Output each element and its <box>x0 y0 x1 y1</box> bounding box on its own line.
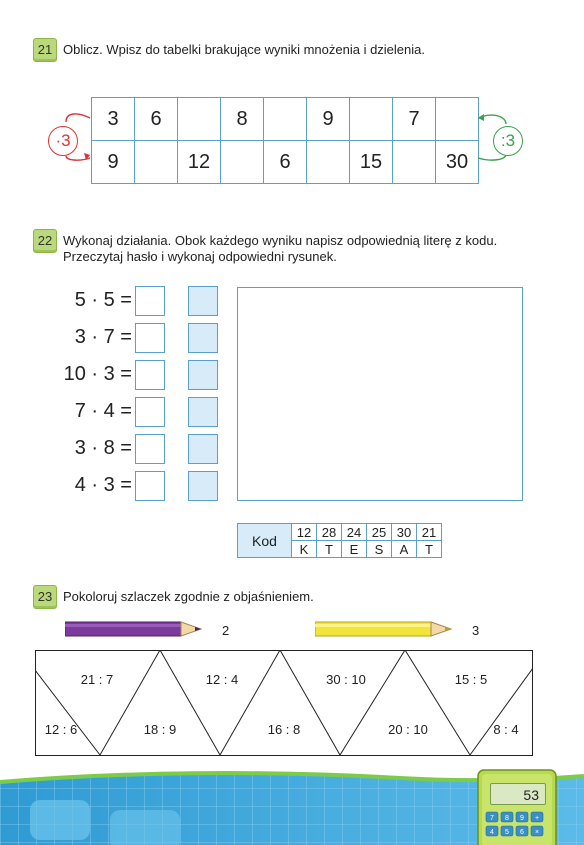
code-number: 12 <box>292 524 317 541</box>
yellow-legend-value: 3 <box>472 623 480 638</box>
pattern-label: 30 : 10 <box>326 672 366 687</box>
equation: 5 · 5 = <box>74 289 132 311</box>
code-letter: K <box>292 541 317 558</box>
color-pattern[interactable] <box>35 650 533 756</box>
code-number: 28 <box>317 524 342 541</box>
equation: 10 · 3 = <box>63 363 132 385</box>
pattern-label: 21 : 7 <box>80 672 114 687</box>
equation: 7 · 4 = <box>74 400 132 422</box>
task-22-instruction-line1: Wykonaj działania. Obok każdego wyniku napisz odpowiednią literę z kodu. <box>63 233 498 248</box>
pattern-label: 15 : 5 <box>454 672 488 687</box>
calculator-display: 53 <box>490 783 546 805</box>
purple-legend-value: 2 <box>222 623 230 638</box>
calculator-icon <box>476 768 560 845</box>
code-letter: T <box>417 541 442 558</box>
yellow-pencil-icon <box>315 620 461 638</box>
divide-operator: :3 <box>493 126 523 156</box>
code-letter: S <box>367 541 392 558</box>
task-21-number: 21 <box>33 38 57 62</box>
equation: 4 · 3 = <box>74 474 132 496</box>
table-cell[interactable]: 12 <box>178 141 221 184</box>
code-number: 24 <box>342 524 367 541</box>
task-23-instruction: Pokoloruj szlaczek zgodnie z objaśnieniem. <box>63 589 314 604</box>
pattern-label: 16 : 8 <box>267 722 301 737</box>
task-21-instruction: Oblicz. Wpisz do tabelki brakujące wyniki mnożenia i dzielenia. <box>63 42 425 57</box>
calc-key: 9 <box>520 815 524 822</box>
table-cell[interactable]: 3 <box>92 98 135 141</box>
pattern-label: 20 : 10 <box>388 722 428 737</box>
answer-box[interactable] <box>135 360 165 390</box>
operator-arrows <box>0 0 584 200</box>
letter-box[interactable] <box>188 360 218 390</box>
multiply-operator: ·3 <box>48 126 78 156</box>
calc-key: 7 <box>490 815 494 822</box>
answer-box[interactable] <box>135 323 165 353</box>
calc-key: 8 <box>505 815 509 822</box>
table-cell[interactable]: 6 <box>264 141 307 184</box>
table-cell[interactable]: 7 <box>393 98 436 141</box>
table-cell[interactable]: 9 <box>307 98 350 141</box>
pattern-label: 12 : 6 <box>44 722 78 737</box>
code-number: 30 <box>392 524 417 541</box>
calc-key: 5 <box>505 829 509 836</box>
pattern-label: 8 : 4 <box>493 722 519 737</box>
equation: 3 · 8 = <box>74 437 132 459</box>
calc-key: × <box>534 829 540 836</box>
letter-box[interactable] <box>188 471 218 501</box>
letter-box[interactable] <box>188 434 218 464</box>
table-cell[interactable]: 9 <box>92 141 135 184</box>
calc-key: + <box>534 815 540 822</box>
answer-box[interactable] <box>135 286 165 316</box>
code-letter: T <box>317 541 342 558</box>
letter-box[interactable] <box>188 286 218 316</box>
calc-key: 6 <box>520 829 524 836</box>
drawing-area[interactable] <box>237 287 523 501</box>
code-letter: A <box>392 541 417 558</box>
pattern-label: 12 : 4 <box>205 672 239 687</box>
table-cell[interactable]: 30 <box>436 141 479 184</box>
table-cell[interactable]: 8 <box>221 98 264 141</box>
task-22-number: 22 <box>33 229 57 253</box>
code-table <box>237 523 442 558</box>
letter-box[interactable] <box>188 323 218 353</box>
calc-key: 4 <box>490 829 494 836</box>
pattern-label: 18 : 9 <box>143 722 177 737</box>
table-cell[interactable]: 15 <box>350 141 393 184</box>
task-23-number: 23 <box>33 585 57 609</box>
letter-box[interactable] <box>188 397 218 427</box>
equation: 3 · 7 = <box>74 326 132 348</box>
answer-box[interactable] <box>135 397 165 427</box>
code-letter: E <box>342 541 367 558</box>
code-number: 21 <box>417 524 442 541</box>
answer-box[interactable] <box>135 434 165 464</box>
table-cell[interactable]: 6 <box>135 98 178 141</box>
answer-box[interactable] <box>135 471 165 501</box>
code-number: 25 <box>367 524 392 541</box>
task-22-instruction-line2: Przeczytaj hasło i wykonaj odpowiedni rysunek. <box>63 249 337 264</box>
purple-pencil-icon <box>65 620 211 638</box>
code-label: Kod <box>238 524 292 558</box>
